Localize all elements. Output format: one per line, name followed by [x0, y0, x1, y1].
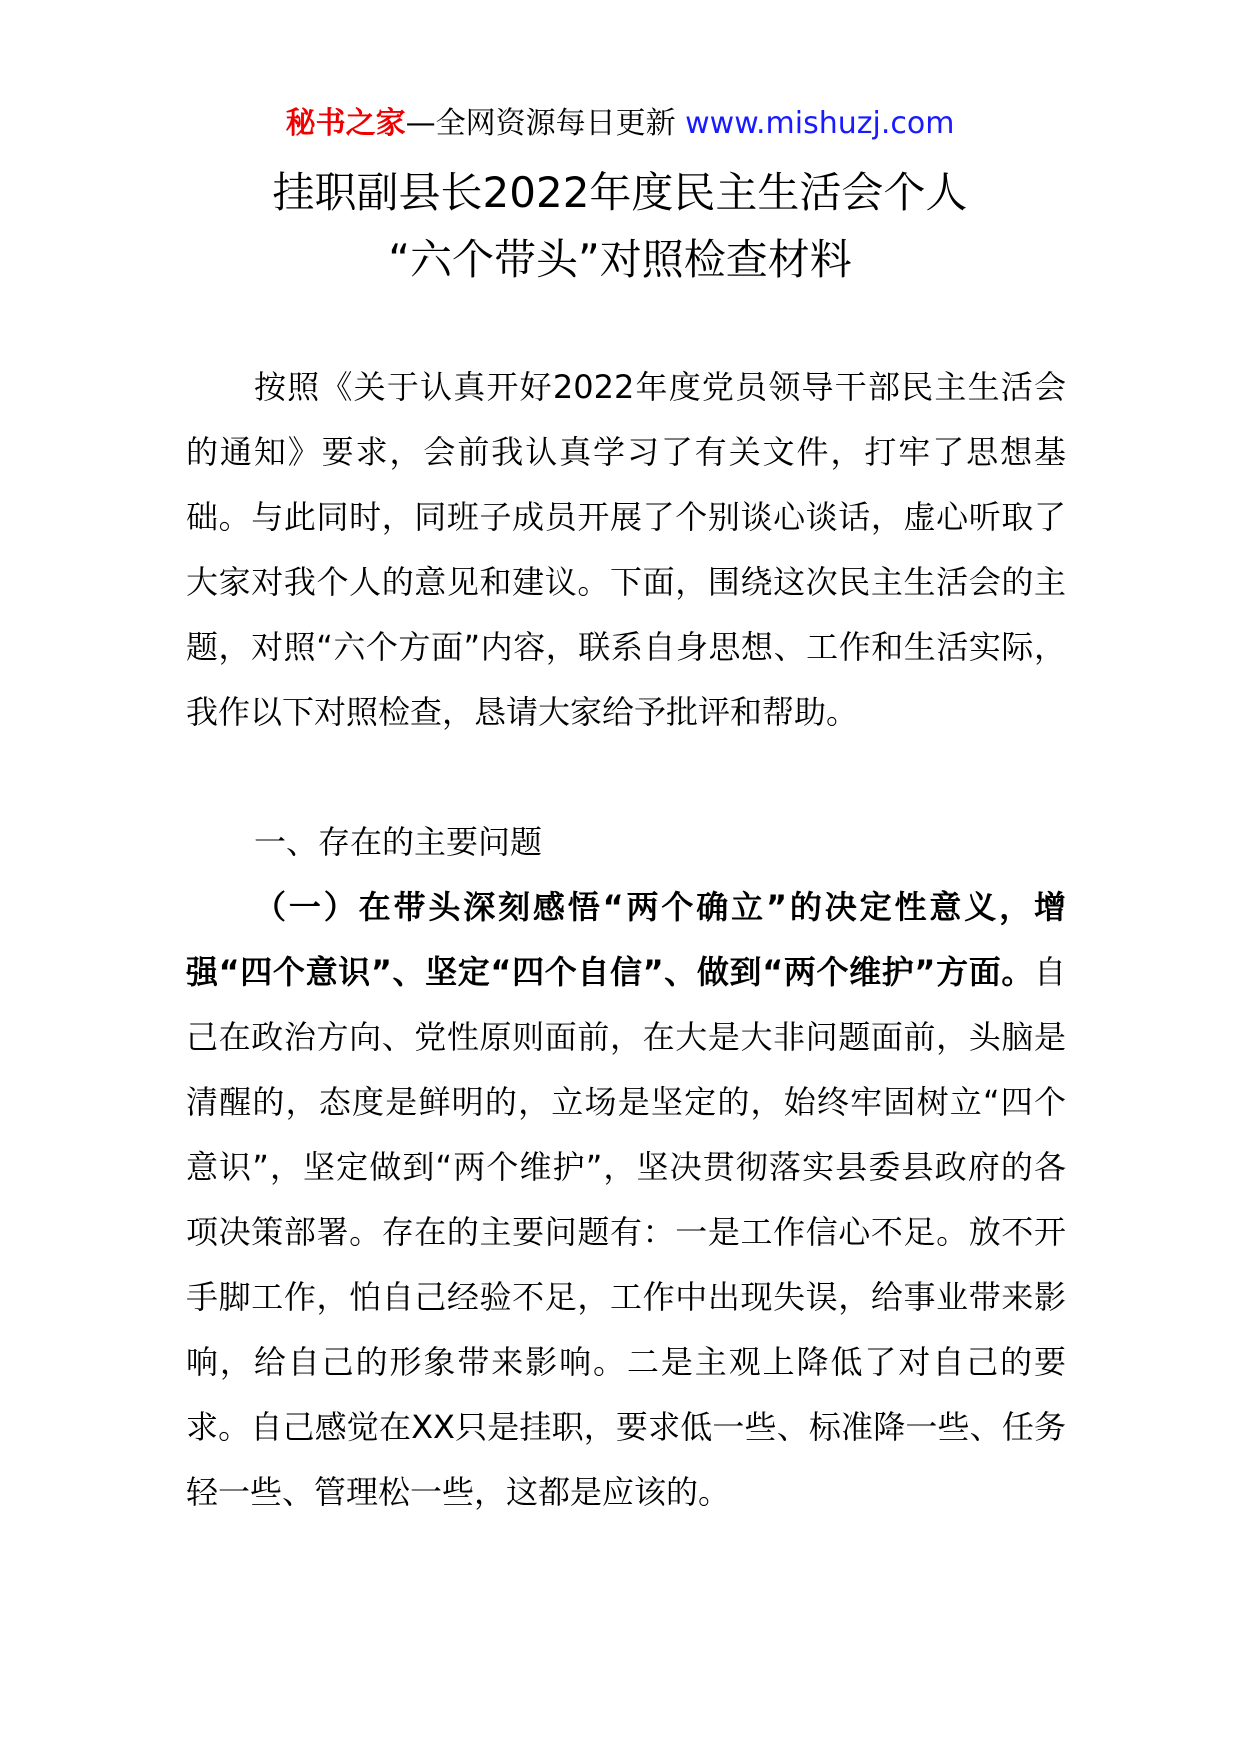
- subsection-text-1: 自己在政治方向、党性原则面前，在大是大非问题面前，头脑是清醒的，态度是鲜明的，立场是坚定的，始终牢固树立“四个意识”，坚定做到“两个维护”，坚决贯彻落实县委县政府的各项决策部署。存在的主要问题有：一是工作信心不足。放不开手脚工作，怕自己经验不足，工作中出现失误，给事业带来影响，给自己的形象带来影响。二是主观上降低了对自己的要求。自己感觉在XX只是挂职，要求低一些、标准降一些、任务轻一些、管理松一些，这都是应该的。: [186, 953, 1066, 1511]
- brand-name: 秘书之家: [285, 106, 406, 141]
- intro-paragraph: 按照《关于认真开好2022年度党员领导干部民主生活会的通知》要求，会前我认真学习了有关文件，打牢了思想基础。与此同时，同班子成员开展了个别谈心谈话，虚心听取了大家对我个人的意见和建议。下面，围绕这次民主生活会的主题，对照“六个方面”内容，联系自身思想、工作和生活实际，我作以下对照检查，恳请大家给予批评和帮助。: [186, 368, 1066, 731]
- header-dash: —: [405, 106, 436, 141]
- subsection-paragraph-1: [186, 875, 1066, 1525]
- section-heading-1: 一、存在的主要问题: [254, 823, 543, 861]
- subsection-heading-1: （一）在带头深刻感悟“两个确立”的决定性意义，增强“四个意识”、坚定“四个自信”、做到“两个维护”方面。: [186, 888, 1066, 991]
- document-title-line-2: “六个带头”对照检查材料: [388, 235, 852, 284]
- document-title-line-1: 挂职副县长2022年度民主生活会个人: [272, 168, 968, 217]
- header-tagline: 全网资源每日更新: [435, 106, 676, 141]
- site-url-link[interactable]: www.mishuzj.com: [685, 106, 955, 141]
- site-header: [0, 104, 1240, 144]
